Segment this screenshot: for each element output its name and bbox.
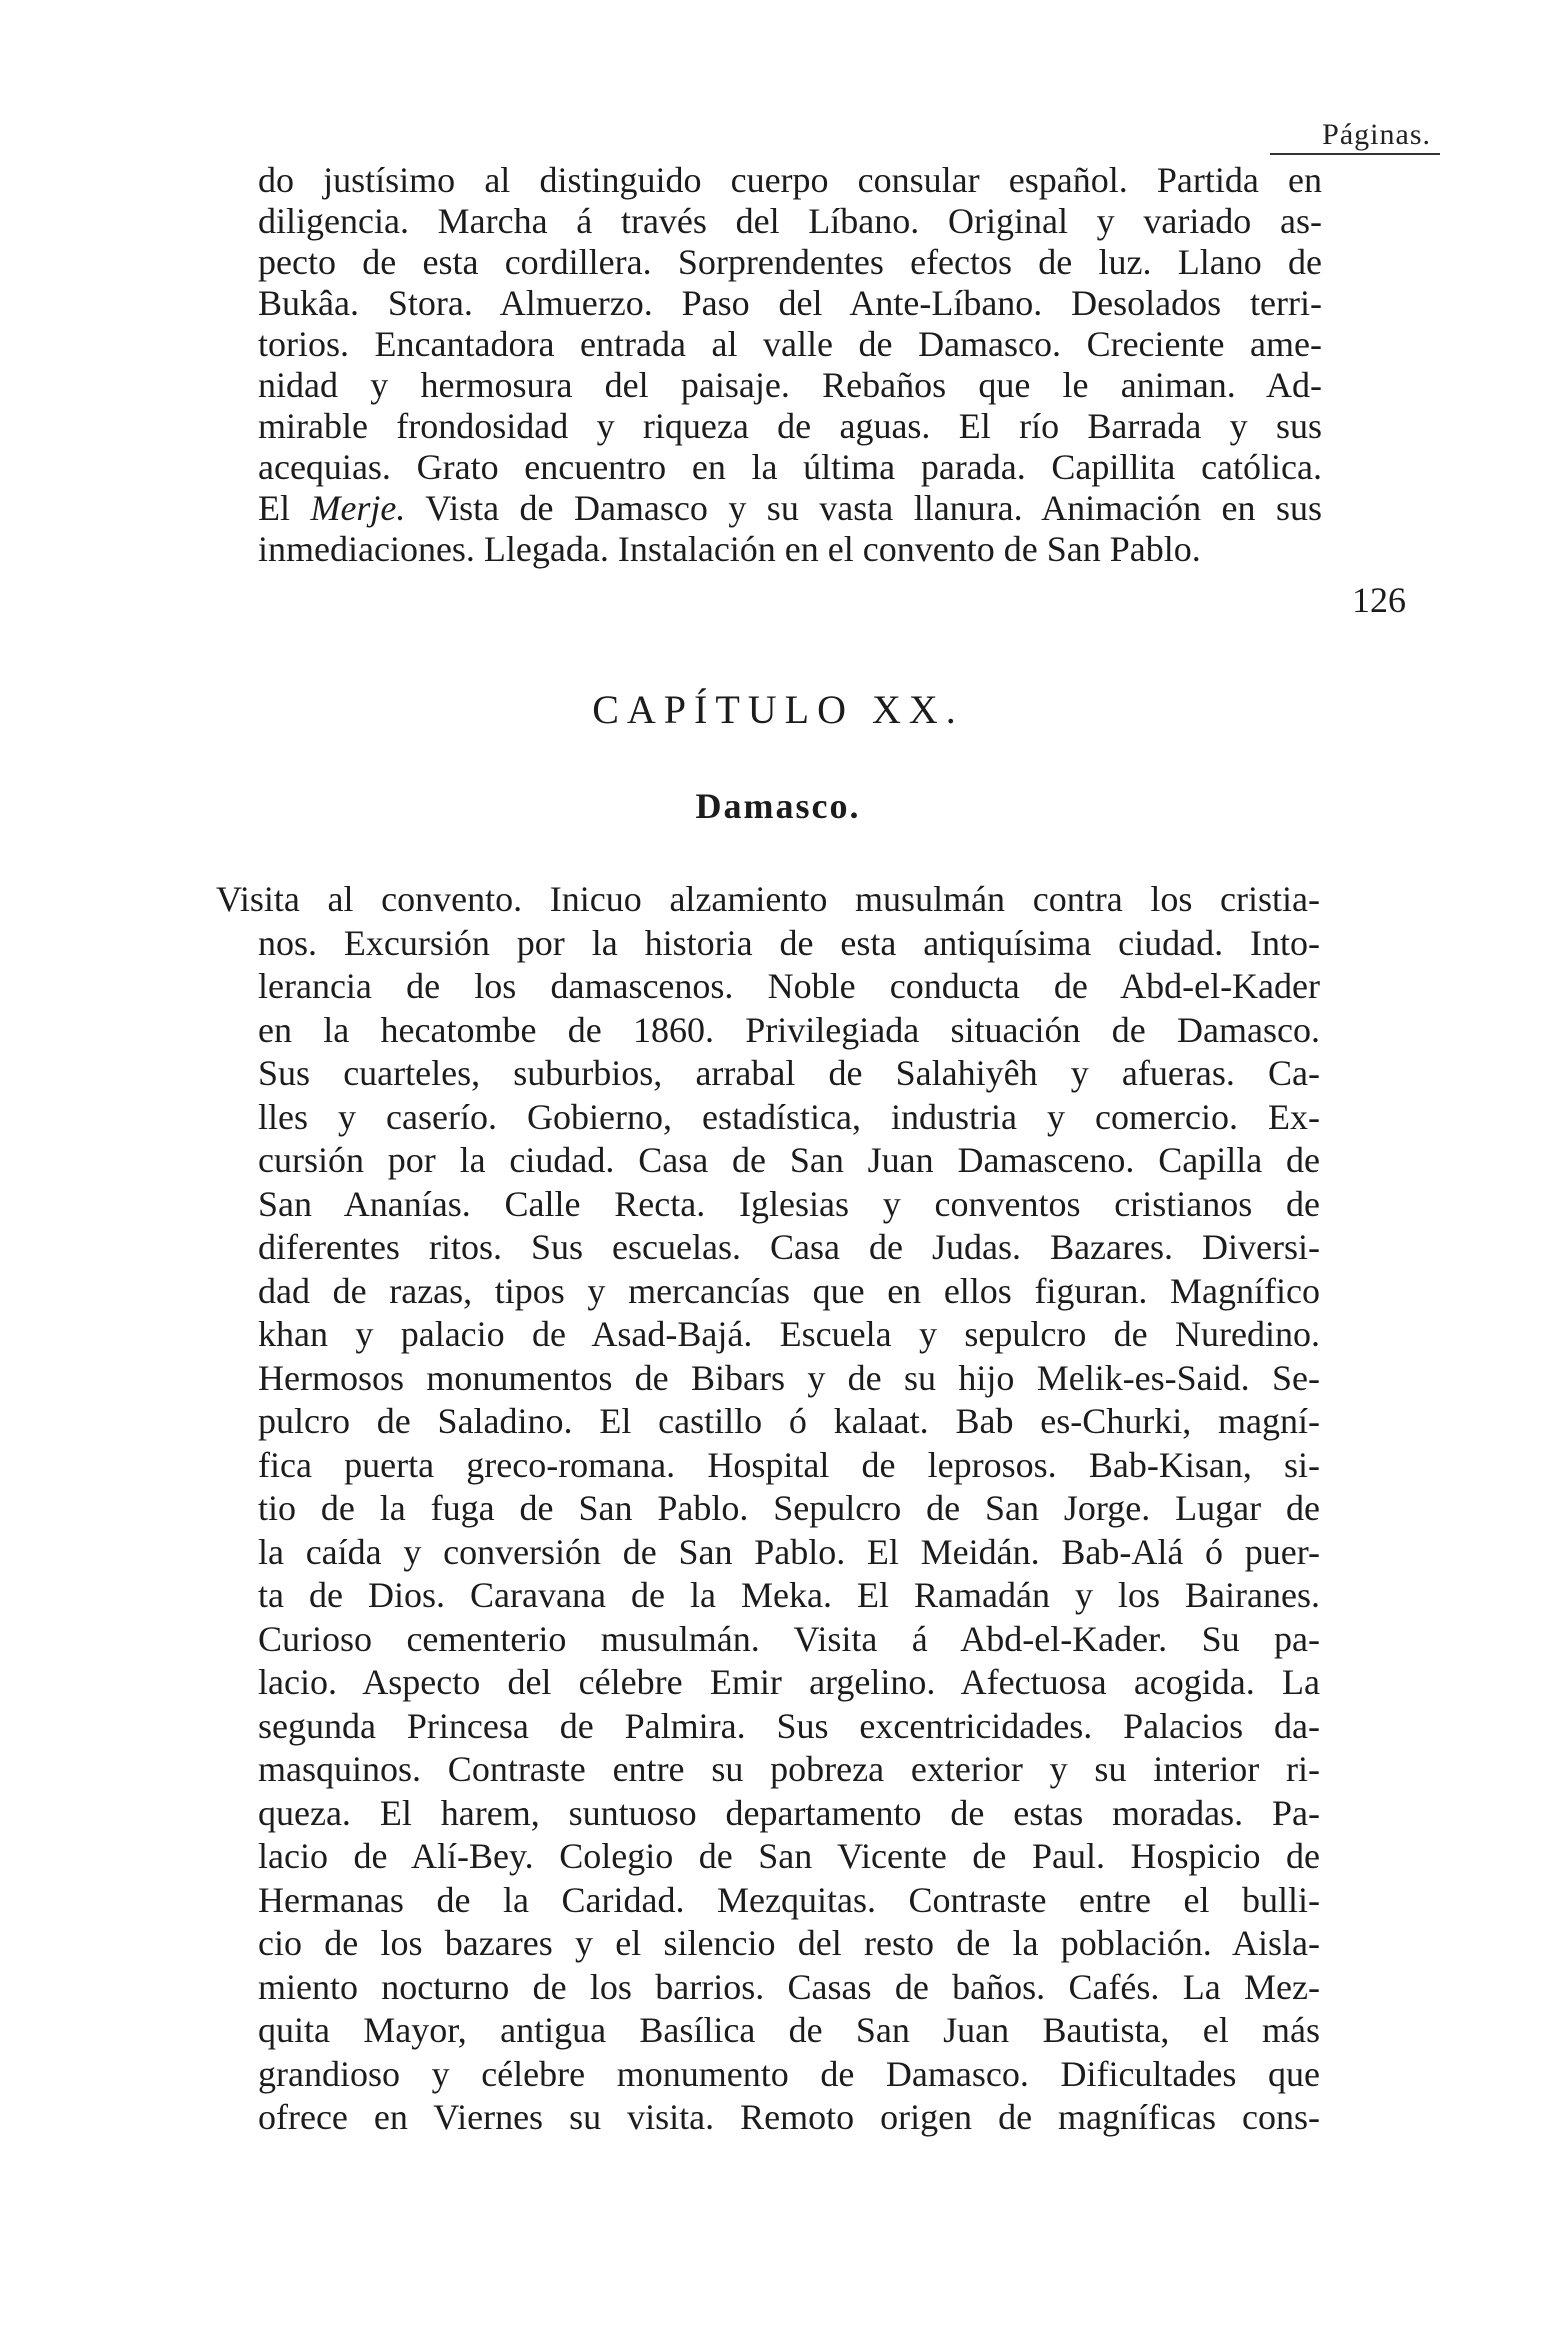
summary-line: ta de Dios. Caravana de la Meka. El Ramadán y los Bairanes. (258, 1575, 1320, 1615)
summary-line: diligencia. Marcha á través del Líbano. Original y variado as- (258, 201, 1322, 241)
summary-line: Sus cuarteles, suburbios, arrabal de Salahiyêh y afueras. Ca- (258, 1053, 1320, 1093)
summary-line: Hermanas de la Caridad. Mezquitas. Contraste entre el bulli- (258, 1879, 1320, 1920)
summary-line: la caída y conversión de San Pablo. El Meidán. Bab-Alá ó puer- (258, 1531, 1320, 1572)
summary-line: Hermosos monumentos de Bibars y de su hijo Melik-es-Said. Se- (258, 1357, 1320, 1398)
summary-last-line: inmediaciones. Llegada. Instalación en el convento de San Pablo. (258, 529, 1201, 569)
italic-term: Merje. (310, 488, 406, 528)
summary-line: fica puerta greco-romana. Hospital de leprosos. Bab-Kisan, si- (258, 1444, 1320, 1485)
summary-line: San Ananías. Calle Recta. Iglesias y conventos cristianos de (258, 1183, 1320, 1224)
summary-line-merje (258, 488, 1322, 529)
summary-line: masquinos. Contraste entre su pobreza exterior y su interior ri- (258, 1749, 1320, 1789)
summary-line: cio de los bazares y el silencio del resto de la población. Aisla- (258, 1923, 1320, 1963)
summary-line: mirable frondosidad y riqueza de aguas. El río Barrada y sus (258, 406, 1322, 446)
summary-line: dad de razas, tipos y mercancías que en ellos figuran. Magnífico (258, 1270, 1320, 1311)
header-rule (1270, 153, 1440, 155)
summary-line: khan y palacio de Asad-Bajá. Escuela y sepulcro de Nuredino. (258, 1314, 1320, 1354)
summary-line: torios. Encantadora entrada al valle de Damasco. Creciente ame- (258, 324, 1322, 364)
summary-line: lerancia de los damascenos. Noble conducta de Abd-el-Kader (258, 966, 1320, 1006)
text-fragment: El (258, 488, 311, 528)
summary-line: Bukâa. Stora. Almuerzo. Paso del Ante-Líbano. Desolados terri- (258, 283, 1322, 323)
chapter-subtitle: Damasco. (695, 786, 861, 826)
summary-line: lacio. Aspecto del célebre Emir argelino. Afectuosa acogida. La (258, 1662, 1320, 1702)
chapter-title: CAPÍTULO XX. (592, 687, 964, 732)
summary-line: pecto de esta cordillera. Sorprendentes efectos de luz. Llano de (258, 242, 1322, 282)
summary-line: pulcro de Saladino. El castillo ó kalaat. Bab es-Churki, magní- (258, 1401, 1320, 1441)
summary-line: diferentes ritos. Sus escuelas. Casa de Judas. Bazares. Diversi- (258, 1227, 1320, 1267)
summary-line: cursión por la ciudad. Casa de San Juan Damasceno. Capilla de (258, 1140, 1320, 1180)
summary-line: lles y caserío. Gobierno, estadística, industria y comercio. Ex- (258, 1096, 1320, 1137)
chapter-summary (216, 878, 1320, 2140)
previous-chapter-summary (258, 160, 1322, 570)
summary-line: do justísimo al distinguido cuerpo consular español. Partida en (258, 160, 1322, 200)
summary-line: grandioso y célebre monumento de Damasco. Dificultades que (258, 2053, 1320, 2094)
summary-line: tio de la fuga de San Pablo. Sepulcro de San Jorge. Lugar de (258, 1488, 1320, 1528)
running-head: Páginas. (1322, 118, 1431, 151)
summary-line: acequias. Grato encuentro en la última parada. Capillita católica. (258, 447, 1322, 487)
summary-line: ofrece en Viernes su visita. Remoto origen de magníficas cons- (258, 2097, 1320, 2137)
summary-line: Curioso cementerio musulmán. Visita á Abd-el-Kader. Su pa- (258, 1618, 1320, 1659)
summary-line: queza. El harem, suntuoso departamento de estas moradas. Pa- (258, 1792, 1320, 1833)
summary-line: lacio de Alí-Bey. Colegio de San Vicente de Paul. Hospicio de (258, 1836, 1320, 1876)
summary-line: en la hecatombe de 1860. Privilegiada situación de Damasco. (258, 1009, 1320, 1050)
text-fragment: Vista de Damasco y su vasta llanura. Animación en sus (405, 488, 1322, 528)
summary-line: quita Mayor, antigua Basílica de San Juan Bautista, el más (258, 2010, 1320, 2050)
summary-line: Visita al convento. Inicuo alzamiento musulmán contra los cristia- (216, 879, 1320, 919)
summary-line: miento nocturno de los barrios. Casas de baños. Cafés. La Mez- (258, 1966, 1320, 2007)
summary-line: segunda Princesa de Palmira. Sus excentricidades. Palacios da- (258, 1705, 1320, 1746)
summary-line: nidad y hermosura del paisaje. Rebaños que le animan. Ad- (258, 365, 1322, 405)
page-reference: 126 (1352, 580, 1406, 620)
summary-line: nos. Excursión por la historia de esta antiquísima ciudad. Into- (258, 922, 1320, 963)
